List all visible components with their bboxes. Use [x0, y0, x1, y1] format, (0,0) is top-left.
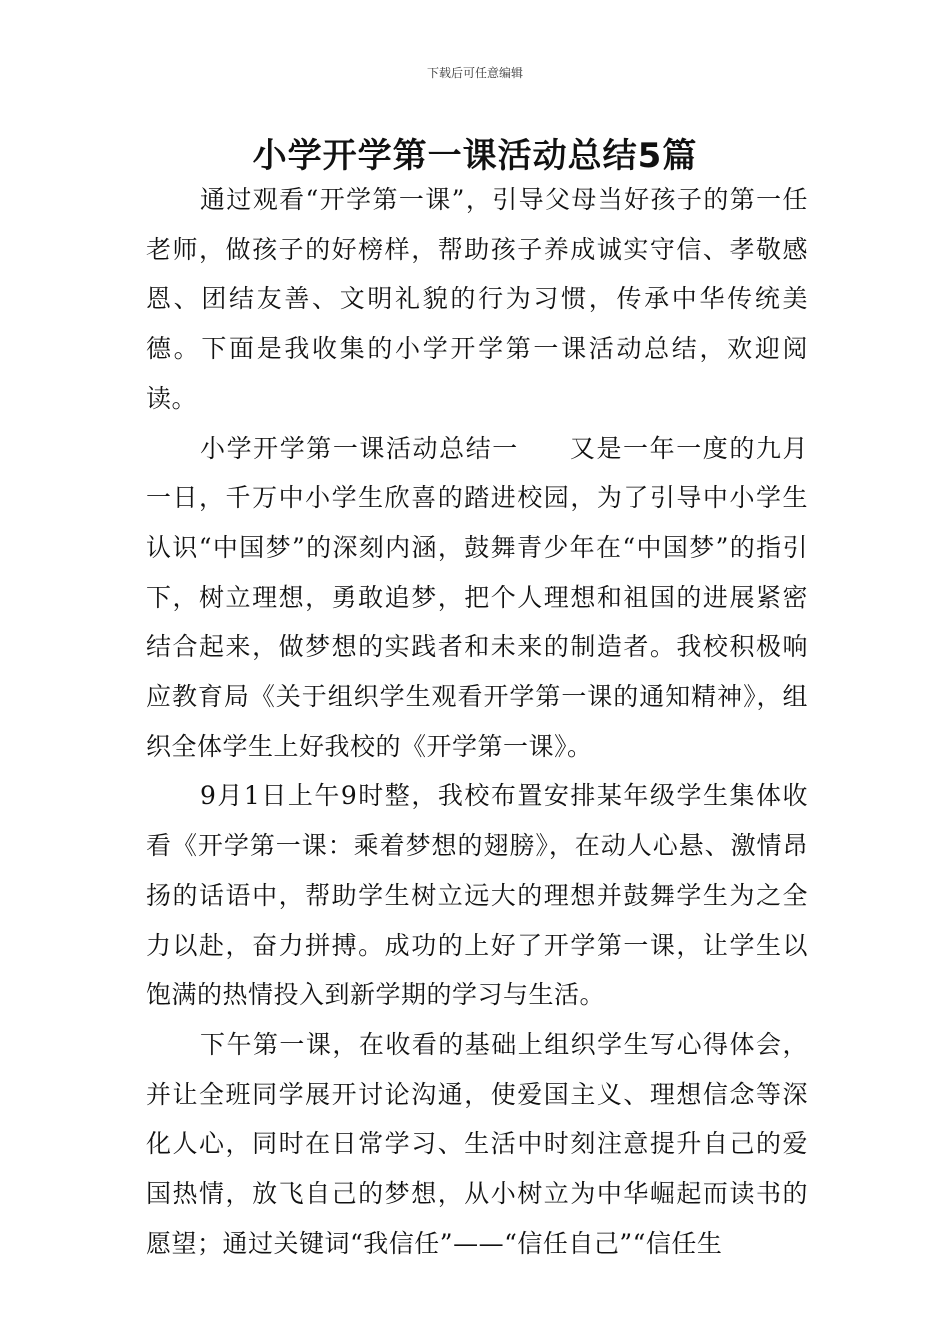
paragraph-sept-first: 9月1日上午9时整，我校布置安排某年级学生集体收看《开学第一课：乘着梦想的翅膀》，在动人心悬、激情昂扬的话语中，帮助学生树立远大的理想并鼓舞学生为之全力以赴，奋力拼搏。成功的上好了开学第一课，让学生以饱满的热情投入到新学期的学习与生活。 — [146, 781, 808, 1010]
section-heading: 小学开学第一课活动总结一 — [200, 433, 519, 463]
document-body — [146, 175, 808, 1268]
header-note: 下载后可任意编辑 — [426, 66, 523, 80]
section-one-paragraph — [146, 424, 808, 772]
document-title: 小学开学第一课活动总结5篇 — [252, 136, 698, 176]
intro-paragraph: 通过观看“开学第一课”，引导父母当好孩子的第一任老师，做孩子的好榜样，帮助孩子养成诚实守信、孝敬感恩、团结友善、文明礼貌的行为习惯，传承中华传统美德。下面是我收集的小学开学第一课活动总结，欢迎阅读。 — [146, 185, 808, 413]
section-one-text: 又是一年一度的九月一日，千万中小学生欣喜的踏进校园，为了引导中小学生认识“中国梦”的深刻内涵，鼓舞青少年在“中国梦”的指引下，树立理想，勇敢追梦，把个人理想和祖国的进展紧密结合起来，做梦想的实践者和未来的制造者。我校积极响应教育局《关于组织学生观看开学第一课的通知精神》，组织全体学生上好我校的《开学第一课》。 — [146, 433, 808, 761]
paragraph-afternoon: 下午第一课，在收看的基础上组织学生写心得体会，并让全班同学展开讨论沟通，使爱国主义、理想信念等深化人心，同时在日常学习、生活中时刻注意提升自己的爱国热情，放飞自己的梦想，从小树立为中华崛起而读书的愿望；通过关键词“我信任”——“信任自己”“信任生 — [146, 1029, 808, 1258]
